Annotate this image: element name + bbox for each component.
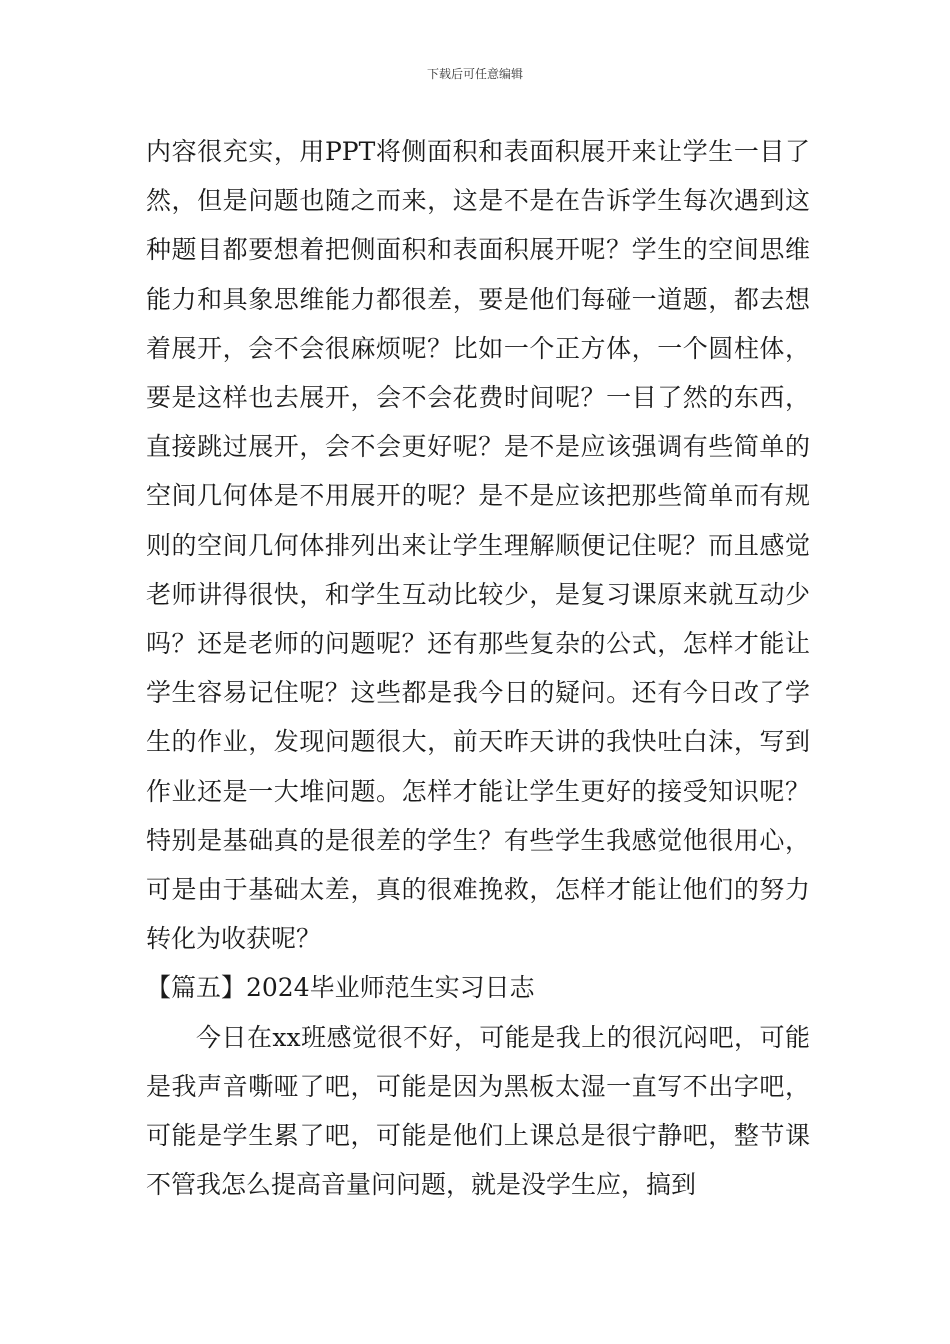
section-heading: 【篇五】2024毕业师范生实习日志 [146,973,535,1003]
body-paragraph: 内容很充实，用PPT将侧面积和表面积展开来让学生一目了然，但是问题也随之而来，这是不是在告诉学生每次遇到这种题目都要想着把侧面积和表面积展开呢？学生的空间思维能力和具象思维能力都很差，要是他们每碰一道题，都去想着展开，会不会很麻烦呢？比如一个正方体，一个圆柱体，要是这样也去展开，会不会花费时间呢？一目了然的东西，直接跳过展开，会不会更好呢？是不是应该强调有些简单的空间几何体是不用展开的呢？是不是应该把那些简单而有规则的空间几何体排列出来让学生理解顺便记住呢？而且感觉老师讲得很快，和学生互动比较少，是复习课原来就互动少吗？还是老师的问题呢？还有那些复杂的公式，怎样才能让学生容易记住呢？这些都是我今日的疑问。还有今日改了学生的作业，发现问题很大，前天昨天讲的我快吐白沫，写到作业还是一大堆问题。怎样才能让学生更好的接受知识呢？特别是基础真的是很差的学生？有些学生我感觉他很用心，可是由于基础太差，真的很难挽救，怎样才能让他们的努力转化为收获呢？ [146,137,810,954]
document-body [146,127,810,1209]
body-paragraph: 今日在xx班感觉很不好，可能是我上的很沉闷吧，可能是我声音嘶哑了吧，可能是因为黑板太湿一直写不出字吧，可能是学生累了吧，可能是他们上课总是很宁静吧，整节课不管我怎么提高音量问问题，就是没学生应，搞到 [146,1022,810,1200]
running-header: 下载后可任意编辑 [426,67,523,81]
